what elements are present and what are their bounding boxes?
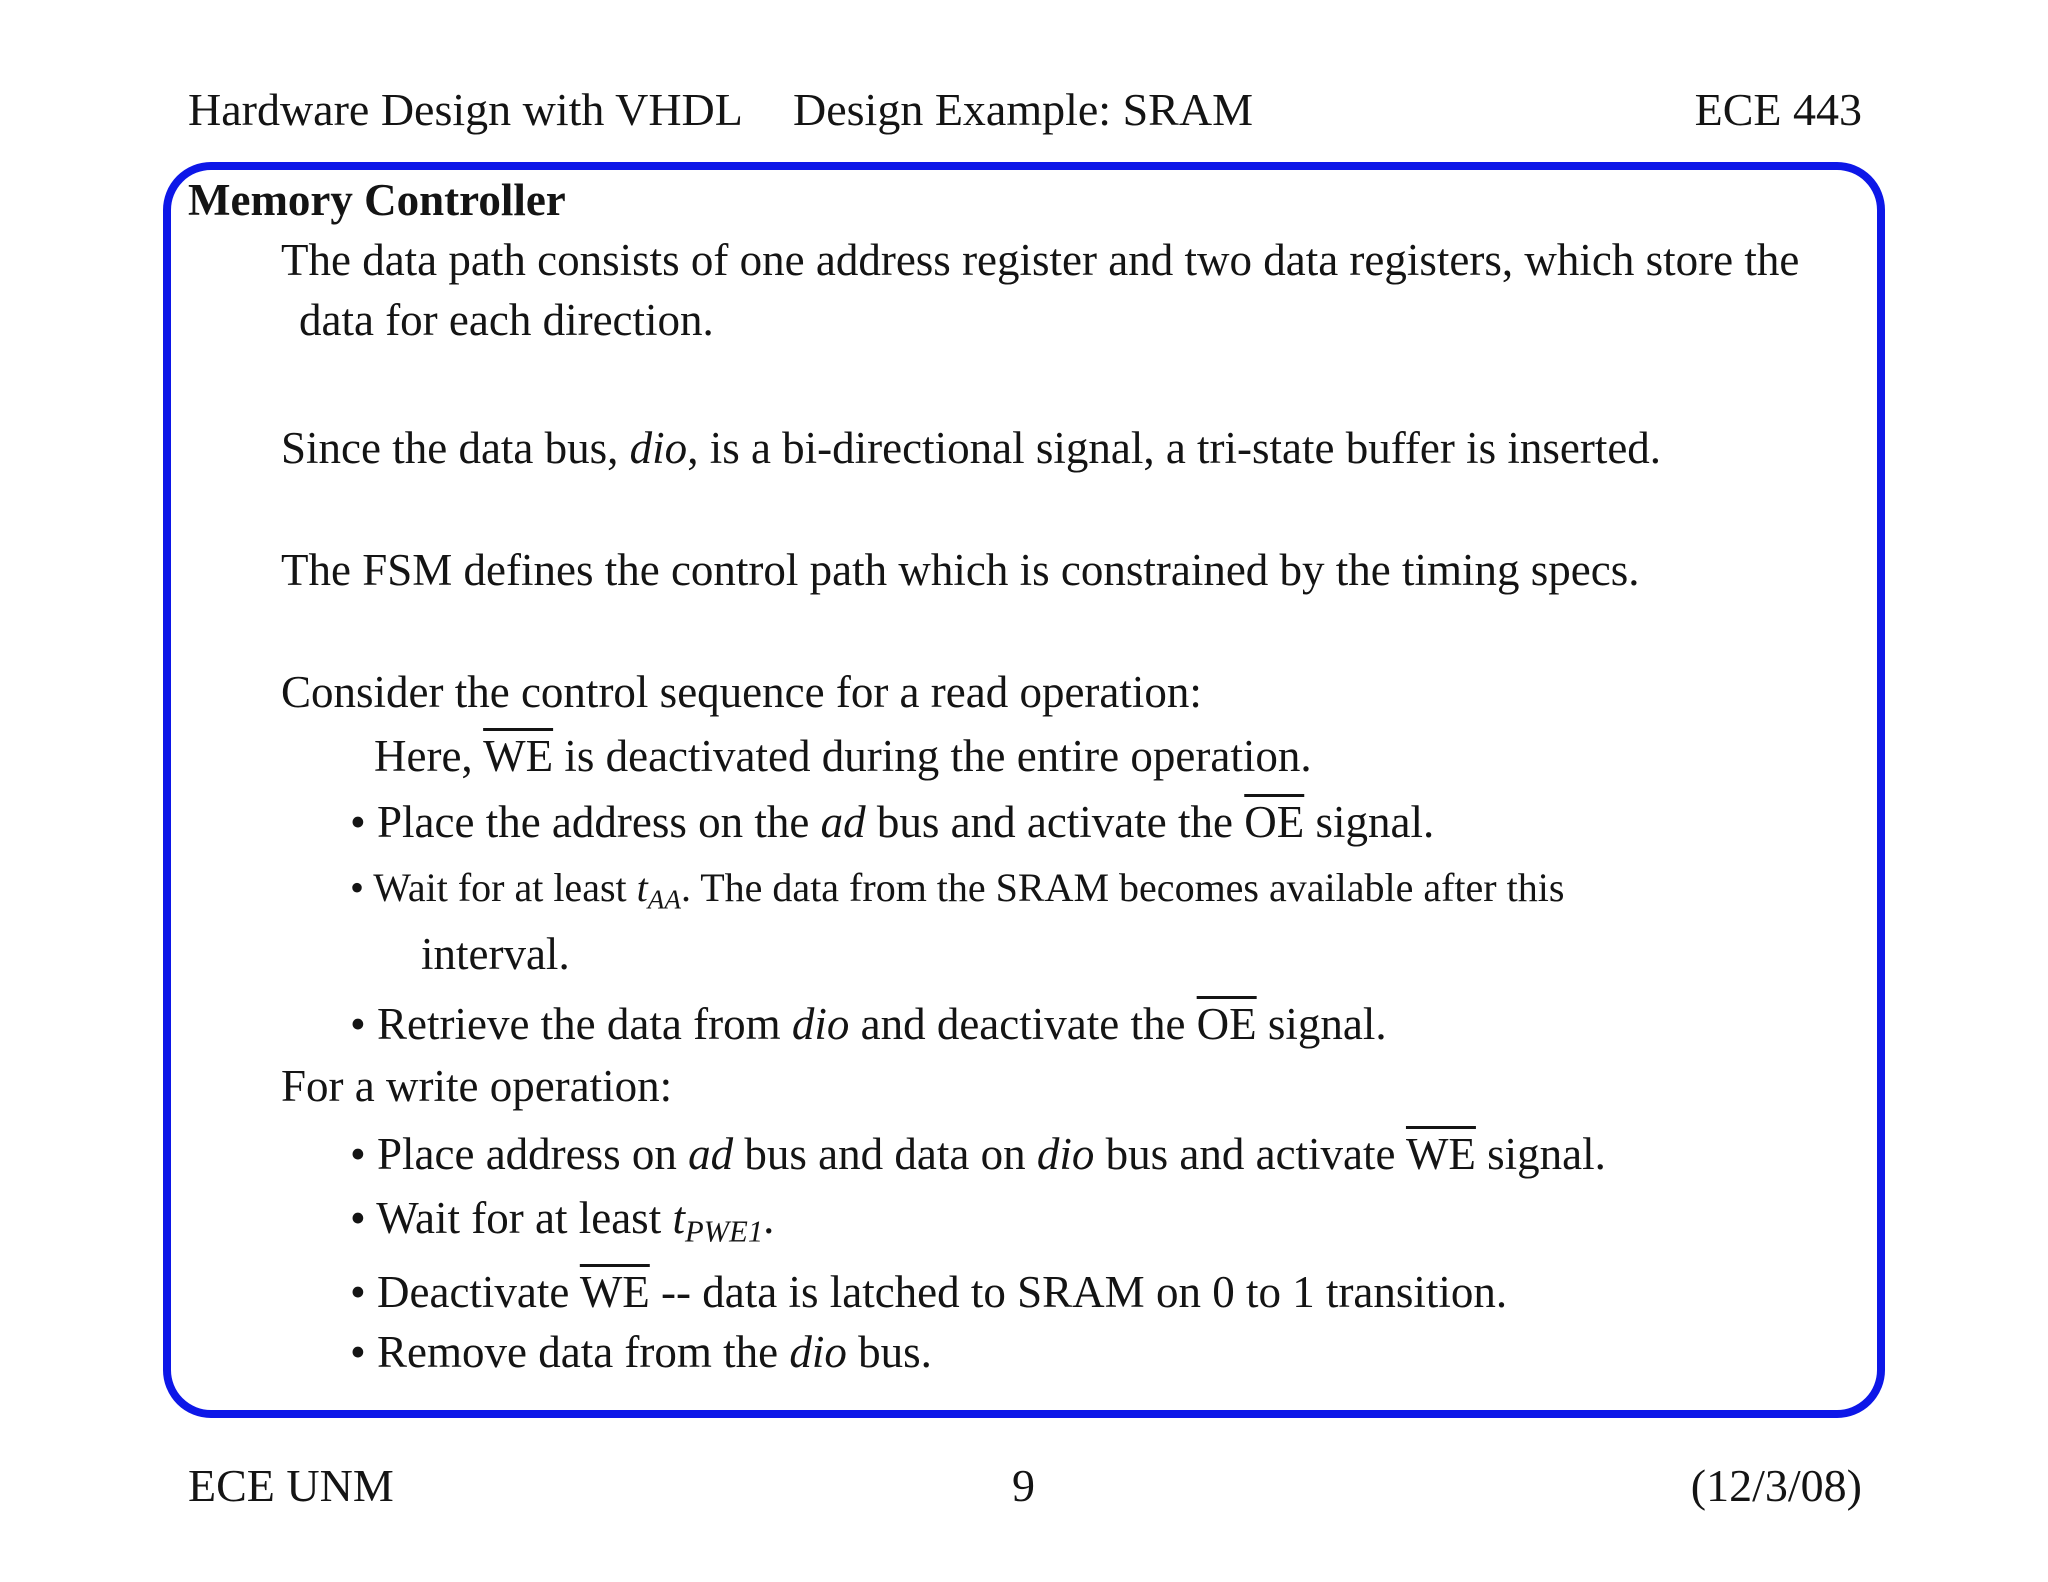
write-bullet-deactivate: • Deactivate $\overline{WE}$ -- data is latched to SRAM on 0 to 1 transition. <box>350 1267 1508 1317</box>
header-topic: Design Example: SRAM <box>793 84 1253 135</box>
read-bullet-wait-cont: interval. <box>421 929 570 979</box>
footer-org: ECE UNM <box>188 1460 394 1511</box>
write-intro: For a write operation: <box>281 1061 673 1111</box>
read-bullet-retrieve: • Retrieve the data from dio and deactivate the $\overline{OE}$ signal. <box>350 999 1387 1049</box>
write-bullet-wait: • Wait for at least $t_{PWE1}$. <box>350 1193 775 1249</box>
read-bullet-wait: • Wait for at least $t_{AA}$. The data from the SRAM becomes available after this <box>350 865 1565 915</box>
paragraph-tristate: Since the data bus, dio, is a bi-directional signal, a tri-state buffer is inserted. <box>281 423 1662 473</box>
read-bullet-address: • Place the address on the ad bus and activate the $\overline{OE}$ signal. <box>350 797 1435 847</box>
paragraph-fsm: The FSM defines the control path which is constrained by the timing specs. <box>281 545 1640 595</box>
read-intro: Consider the control sequence for a read operation: <box>281 667 1202 717</box>
header-course-code: ECE 443 <box>1694 84 1862 135</box>
write-bullet-remove: • Remove data from the dio bus. <box>350 1327 932 1377</box>
paragraph-datapath-line1: The data path consists of one address register and two data registers, which store the <box>281 235 1800 285</box>
slide-title: Memory Controller <box>188 175 566 225</box>
header-course: Hardware Design with VHDL <box>188 84 743 135</box>
footer-page-number: 9 <box>1012 1460 1035 1511</box>
write-bullet-place: • Place address on ad bus and data on dio bus and activate $\overline{WE}$ signal. <box>350 1129 1606 1179</box>
footer-date: (12/3/08) <box>1690 1460 1862 1511</box>
paragraph-datapath-line2: data for each direction. <box>299 295 714 345</box>
read-we-note: Here, $\overline{WE}$ is deactivated during the entire operation. <box>374 731 1312 781</box>
